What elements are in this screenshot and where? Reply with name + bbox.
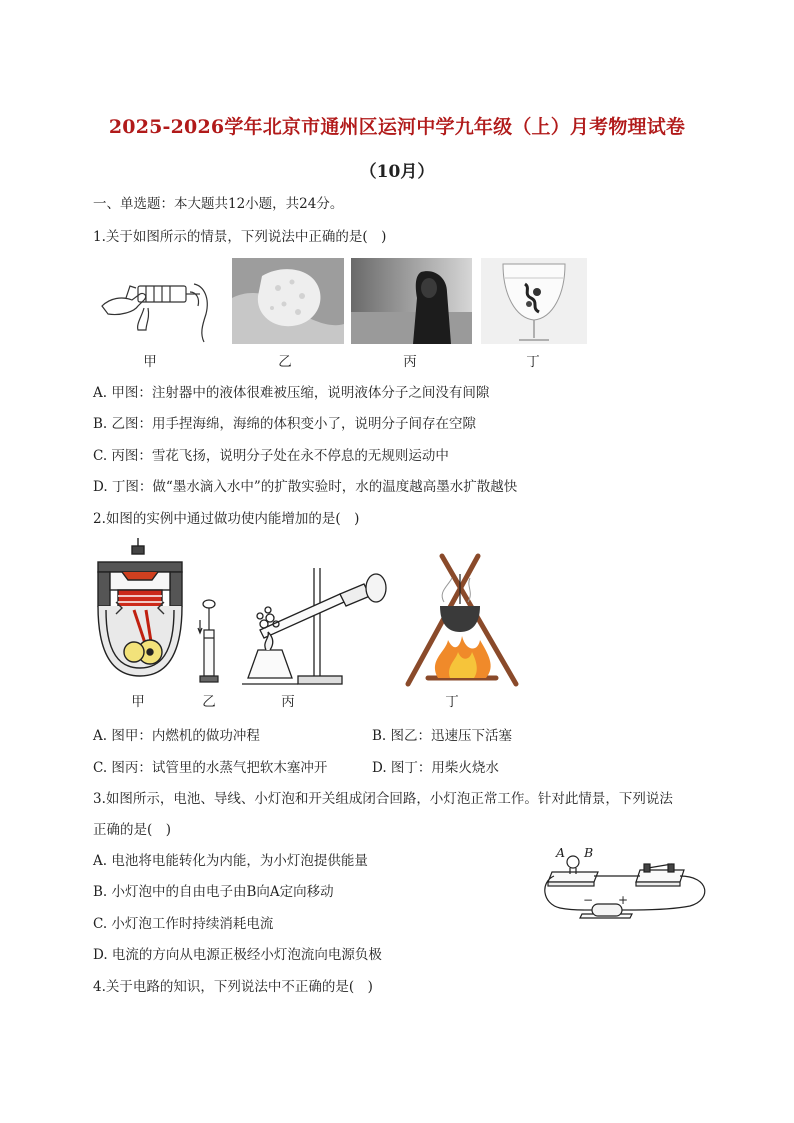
q2-figure-campfire [398,548,526,688]
q1-figure-syringe [96,258,218,344]
q3-stem-line-1: 3.如图所示，电池、导线、小灯泡和开关组成闭合回路，小灯泡正常工作。针对此情景，下列说法 [93,791,673,807]
q1-figure-ink-glass [481,258,587,344]
q1-option-b: B. 乙图：用手捏海绵，海绵的体积变小了，说明分子间存在空隙 [93,416,477,432]
q1-option-a: A. 甲图：注射器中的液体很难被压缩，说明液体分子之间没有间隙 [93,385,490,401]
q1-caption-1: 甲 [143,354,157,370]
q1-stem: 1.关于如图所示的情景，下列说法中正确的是( ) [93,229,387,245]
q1-figure-snow [351,258,472,344]
q4-stem: 4.关于电路的知识，下列说法中不正确的是( ) [93,979,373,995]
q1-caption-3: 丙 [403,354,417,370]
q3-label-plus: + [618,893,629,907]
q2-caption-2: 乙 [202,694,216,710]
q3-option-d: D. 电流的方向从电源正极经小灯泡流向电源负极 [93,947,382,963]
q3-option-a: A. 电池将电能转化为内能，为小灯泡提供能量 [93,853,368,869]
q1-figure-sponge [232,258,344,344]
q1-caption-4: 丁 [526,354,540,370]
q3-label-minus: − [583,893,594,907]
q2-stem: 2.如图的实例中通过做功使内能增加的是( ) [93,511,360,527]
q2-figure-piston [196,598,222,688]
q1-caption-2: 乙 [278,354,292,370]
q2-option-b: B. 图乙：迅速压下活塞 [372,728,513,744]
q2-caption-4: 丁 [445,694,459,710]
q2-caption-3: 丙 [281,694,295,710]
q3-label-b: B [584,845,594,860]
q3-option-b: B. 小灯泡中的自由电子由B向A定向移动 [93,884,334,900]
section-heading: 一、单选题：本大题共12小题，共24分。 [93,196,344,212]
q3-stem-line-2: 正确的是( ) [93,822,172,838]
q3-label-a: A [556,845,566,860]
page-subtitle: （10月） [359,162,435,182]
q2-option-c: C. 图丙：试管里的水蒸气把软木塞冲开 [93,760,328,776]
q2-caption-1: 甲 [131,694,145,710]
q3-figure-circuit [540,842,715,932]
q1-option-c: C. 丙图：雪花飞扬，说明分子处在永不停息的无规则运动中 [93,448,449,464]
q2-option-d: D. 图丁：用柴火烧水 [372,760,499,776]
q2-option-a: A. 图甲：内燃机的做功冲程 [93,728,260,744]
page-title: 2025-2026学年北京市通州区运河中学九年级（上）月考物理试卷 [108,116,686,138]
q2-figure-test-tube [240,560,390,688]
q3-option-c: C. 小灯泡工作时持续消耗电流 [93,916,274,932]
q1-option-d: D. 丁图：做“墨水滴入水中”的扩散实验时，水的温度越高墨水扩散越快 [93,479,518,495]
q2-figure-engine [94,536,186,688]
